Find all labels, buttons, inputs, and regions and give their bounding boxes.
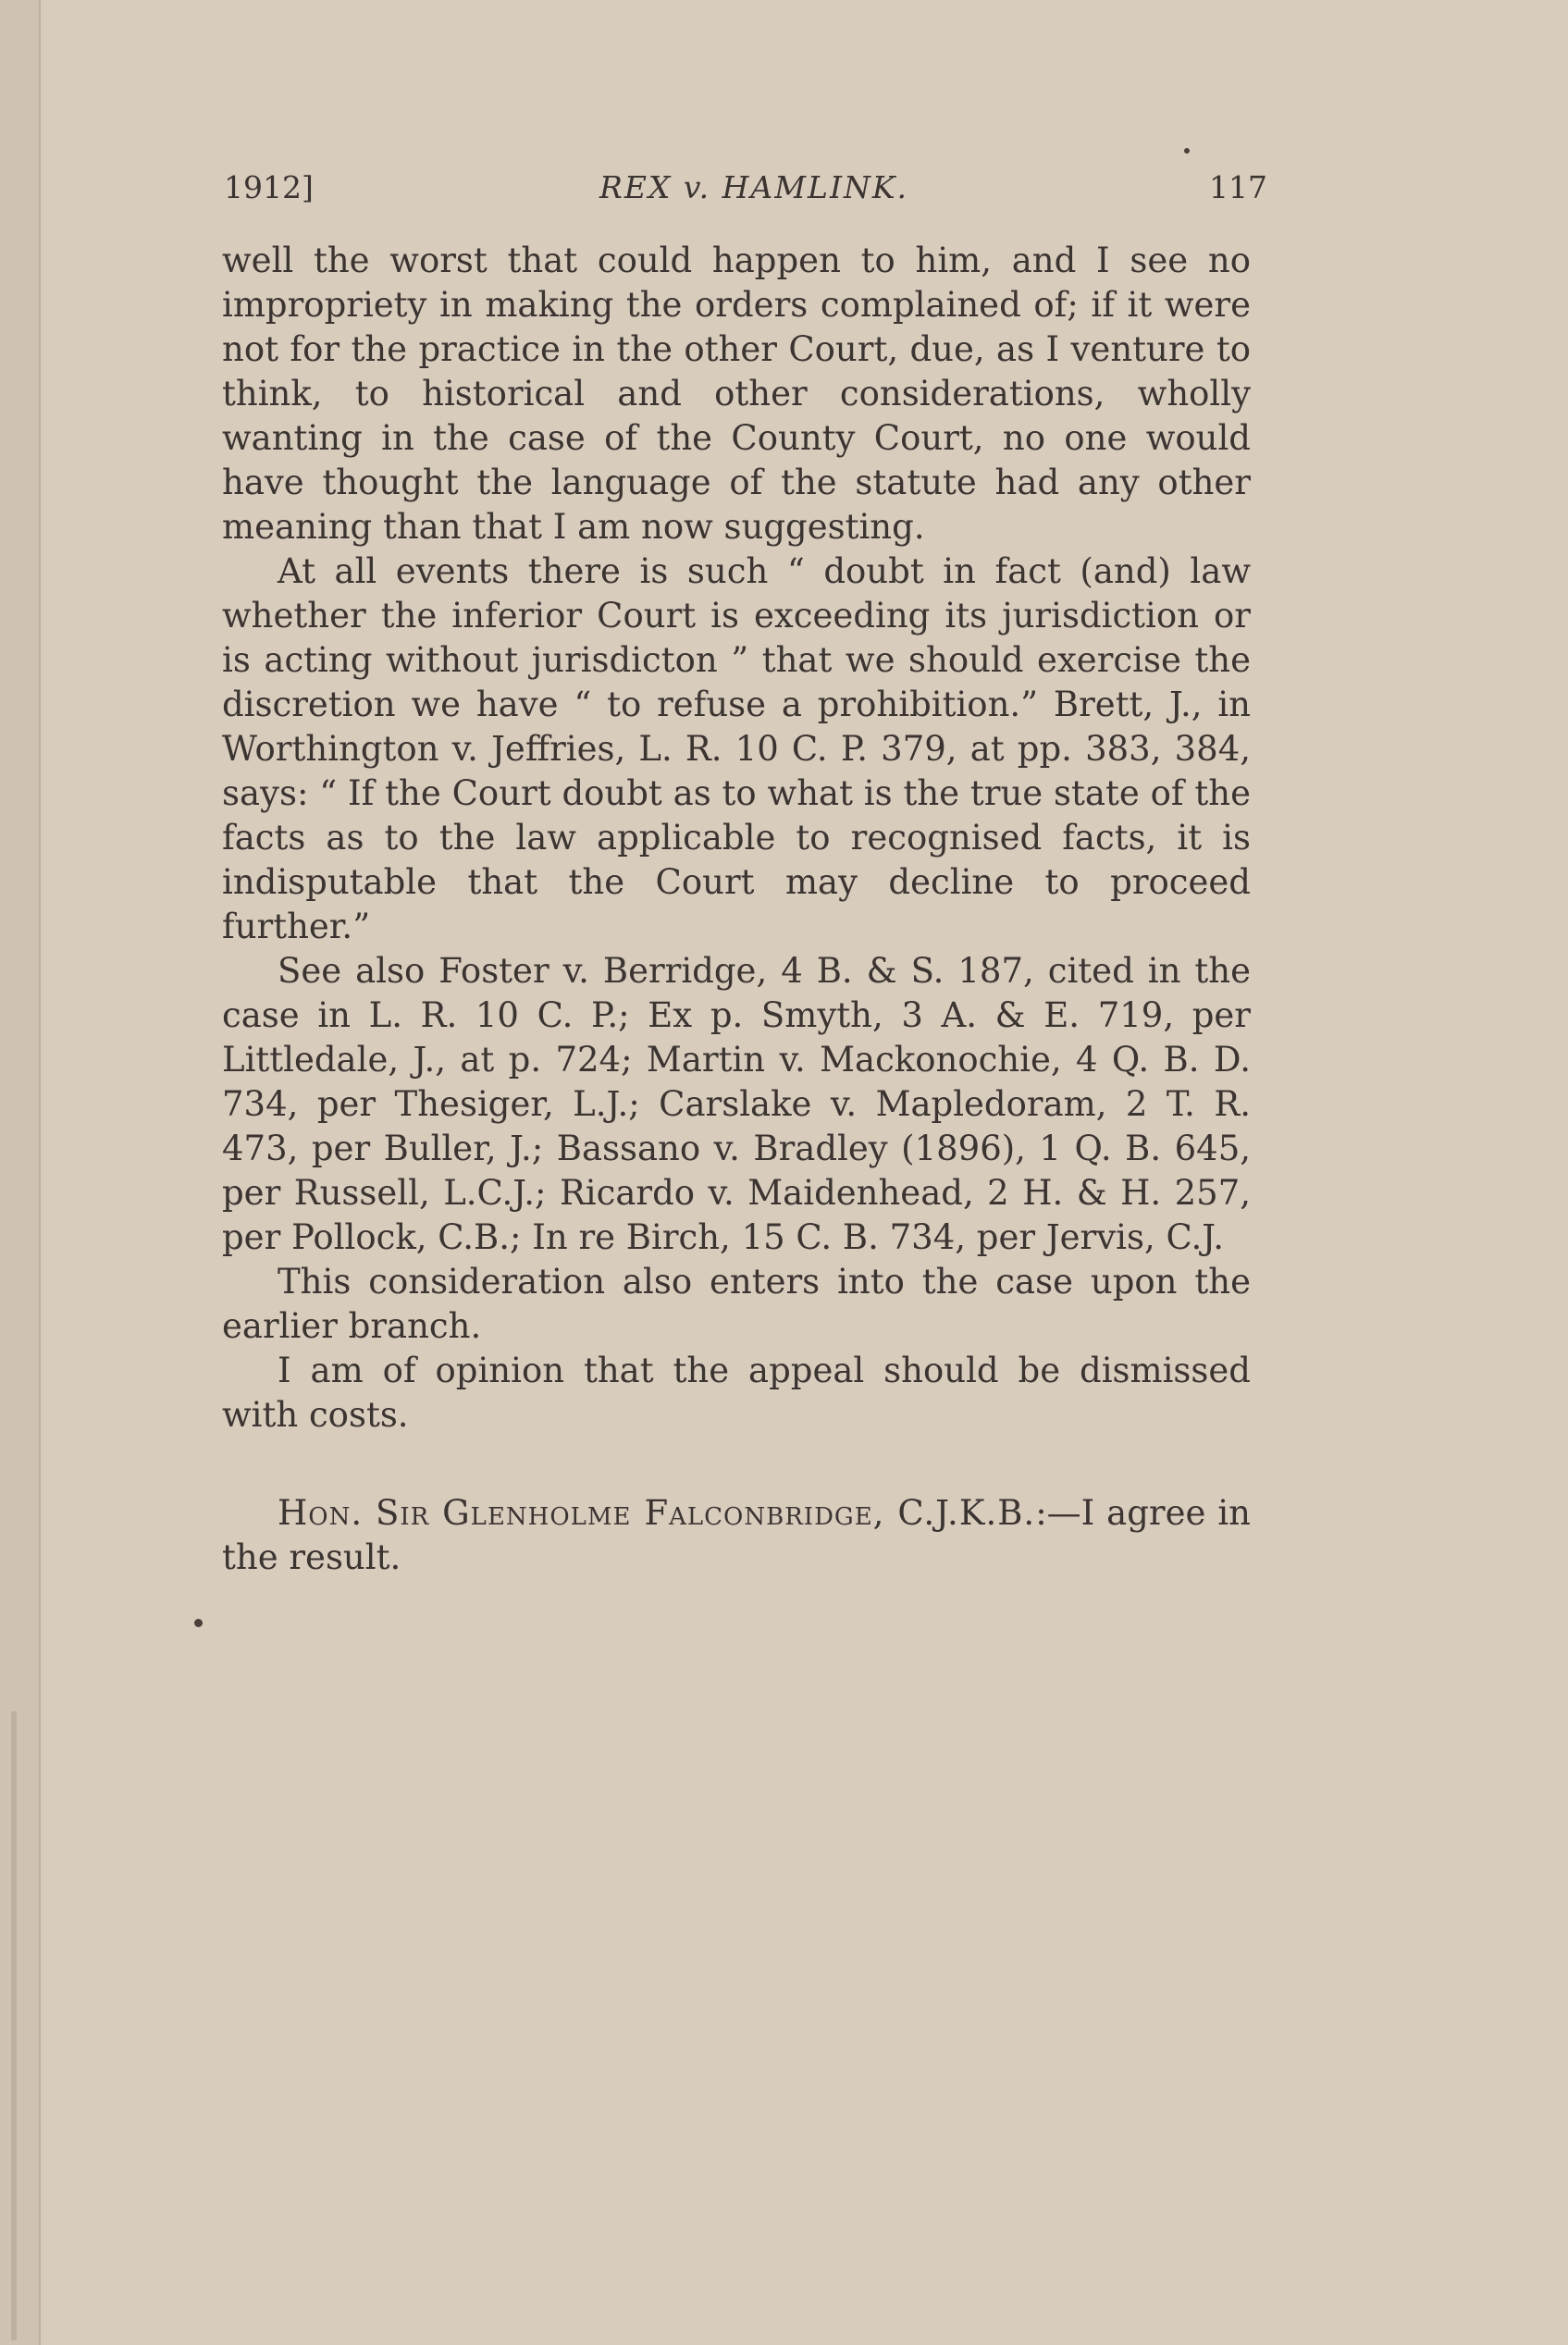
paragraph-1: well the worst that could happen to him, and I see no impropriety in making the orders complained of; if it were not for the practice in the other Court, due, as I venture to think, to historical and other considerations, wholly wanting in the case of the County Court, no one would have thought the language of the statute had any other meaning than that I am now suggesting. <box>222 241 1251 547</box>
header-year: 1912] <box>224 169 314 205</box>
paragraph-2: At all events there is such “ doubt in fact (and) law whether the inferior Court is exceeding its jurisdiction or is acting without jurisdicton ” that we should exercise the discretion we have “ to refuse a prohibition.” Brett, J., in Worthington v. Jeffries, L. R. 10 C. P. 379, at pp. 383, 384, says: “ If the Court doubt as to what is the true state of the facts as to the law applicable to recognised facts, it is indisputable that the Court may decline to proceed further.” <box>222 551 1251 946</box>
judgment-text <box>222 239 1251 1580</box>
concurrence-text: :—I agree in the result. <box>222 1493 1251 1577</box>
paragraph-3: See also Foster v. Berridge, 4 B. & S. 187, cited in the case in L. R. 10 C. P.; Ex p. Smyth, 3 A. & E. 719, per Littledale, J., at p. 724; Martin v. Mackonochie, 4 Q. B. D. 734, per Thesiger, L.J.; Carslake v. Mapledoram, 2 T. R. 473, per Buller, J.; Bassano v. Bradley (1896), 1 Q. B. 645, per Russell, L.C.J.; Ricardo v. Maidenhead, 2 H. & H. 257, per Pollock, C.B.; In re Birch, 15 C. B. 734, per Jervis, C.J. <box>222 951 1251 1257</box>
header-page-number: 117 <box>1209 169 1267 205</box>
ink-speck <box>1184 148 1190 154</box>
ink-speck <box>194 1619 203 1627</box>
paragraph-5: I am of opinion that the appeal should be dismissed with costs. <box>222 1351 1251 1435</box>
concurrence-paragraph <box>222 1491 1251 1580</box>
judge-name: Hon. Sir Glenholme Falconbridge, C.J.K.B. <box>278 1493 1036 1533</box>
section-gap <box>222 1438 1251 1491</box>
header-case-title: REX v. HAMLINK. <box>599 169 908 205</box>
running-header <box>224 165 1267 211</box>
paragraph-4: This consideration also enters into the case upon the earlier branch. <box>222 1262 1251 1346</box>
